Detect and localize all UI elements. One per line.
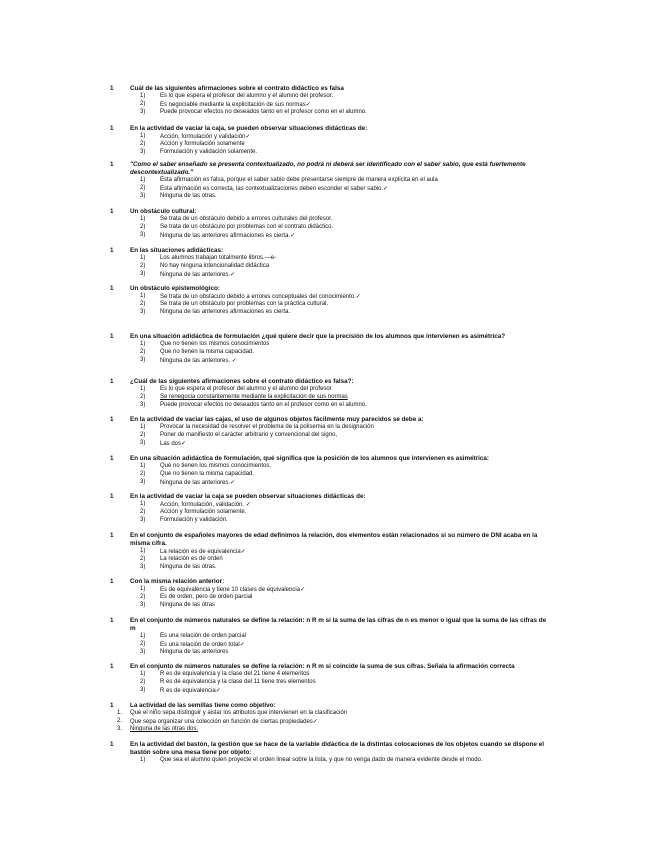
question-text: Cuál de las siguientes afirmaciones sobre el contrato didáctico es falsa bbox=[130, 85, 344, 92]
answer-option: 2) Se trata de un obstáculo por problemas con la práctica cultural. bbox=[140, 301, 329, 307]
question-text: En el conjunto de números naturales se define la relación: n R m si la suma de las cifras de n es menor o igual que la suma de las cifras de m bbox=[130, 617, 547, 632]
answer-option: 1) Esta afirmación es falsa, porque el saber sabio debe presentarse siempre de manera explícita en el aula bbox=[140, 177, 438, 183]
question-number: 1 bbox=[110, 378, 114, 385]
answer-option: 3) Las dos✓ bbox=[140, 440, 187, 447]
answer-option: 3) Ninguna de las otras bbox=[140, 602, 216, 608]
answer-option: 2) Esta afirmación es correcta, las contextualizaciones deben esconder el saber sabio.✓ bbox=[140, 185, 389, 192]
answer-option: 3) Formulación y validación solamente. bbox=[140, 149, 258, 155]
question-text: En el conjunto de españoles mayores de edad definimos la relación, dos elementos están relacionados si su número de DNI acaba en la misma cifra. bbox=[130, 532, 538, 547]
question-text: Un obstáculo cultural: bbox=[130, 208, 197, 215]
answer-option: 3) Ninguna de las anteriores bbox=[140, 649, 229, 655]
question-text: En la actividad de vaciar las cajas, el uso de algunos objetos fácilmente muy parecidos se debe a: bbox=[130, 416, 424, 423]
question-number: 1 bbox=[110, 247, 114, 254]
question-text: En las situaciones adidácticas: bbox=[130, 247, 224, 254]
answer-option: 3) Ninguna de las anteriores afirmaciones es cierta. bbox=[140, 309, 291, 315]
answer-option: 3) Ninguna de las anteriores afirmaciones es cierta.✓ bbox=[140, 232, 296, 239]
answer-option: 2) Acción y formulación solamente bbox=[140, 141, 245, 147]
question-number: 1 bbox=[110, 741, 114, 748]
answer-option: 1. Que el niño sepa distinguir y aislar los atributos que intervienen en la clasificación bbox=[117, 710, 348, 716]
answer-option: 1) Acción, formulación y validación✓ bbox=[140, 133, 251, 140]
answer-option: 3. Ninguna de las otras dos. bbox=[117, 726, 199, 732]
answer-option: 2) Acción y formulación solamente. bbox=[140, 509, 247, 515]
answer-option: 3) Ninguna de las anteriores.✓ bbox=[140, 479, 236, 486]
question-number: 1 bbox=[110, 208, 114, 215]
answer-option: 1) Es lo que espera el profesor del alumno y el alumno del profesor bbox=[140, 386, 332, 392]
answer-option: 3) Puede provocar efectos no deseados tanto en el profesor como en el alumno. bbox=[140, 109, 367, 115]
answer-option: 2) Es de orden, pero de orden parcial bbox=[140, 594, 253, 600]
answer-option: 1) Es lo que espera el profesor del alumno y el alumno del profesor. bbox=[140, 93, 334, 99]
answer-option: 3) Ninguna de las otras. bbox=[140, 193, 217, 199]
question-number: 1 bbox=[110, 663, 114, 670]
answer-option: 1) Es de equivalencia y tiene 10 clases de equivalencia✓ bbox=[140, 586, 306, 593]
question-number: 1 bbox=[110, 493, 114, 500]
question-number: 1 bbox=[110, 85, 114, 92]
answer-option: 3) Ninguna de las anteriores.✓ bbox=[140, 271, 236, 278]
question-text: La actividad de las semillas tiene como objetivo: bbox=[130, 702, 276, 709]
question-text: Con la misma relación anterior: bbox=[130, 578, 225, 585]
question-text: En el conjunto de números naturales se define la relación: n R m si coincide la suma de sus cifras. Señala la afirmación correcta bbox=[130, 663, 515, 670]
answer-option: 3) Ninguna de las otras. bbox=[140, 564, 217, 570]
answer-option: 1) Los alumnos trabajan totalmente libros.—e- bbox=[140, 255, 277, 261]
question-text: Un obstáculo epistemológico: bbox=[130, 285, 220, 292]
answer-option: 2) Que no tienen la misma capacidad. bbox=[140, 471, 255, 477]
question-number: 1 bbox=[110, 702, 114, 709]
question-number: 1 bbox=[110, 333, 114, 340]
answer-option: 2) Poner de manifiesto el carácter arbitrario y convencional del signo, bbox=[140, 432, 338, 438]
question-number: 1 bbox=[110, 125, 114, 132]
answer-option: 3) Formulación y validación. bbox=[140, 517, 228, 523]
question-text: ¿Cuál de las siguientes afirmaciones sobre el contrato didáctico es falsa?: bbox=[130, 378, 354, 385]
question-number: 1 bbox=[110, 161, 114, 168]
question-number: 1 bbox=[110, 578, 114, 585]
answer-option: 3) Ninguna de las anteriores. ✓ bbox=[140, 357, 237, 364]
answer-option: 2) Se renegocia constantemente mediante la explicitación de sus normas bbox=[140, 394, 348, 400]
answer-option: 2) La relación es de orden bbox=[140, 556, 223, 562]
question-text: "Como el saber enseñado se presenta contextualizado, no podrá ni deberá ser identificado con el saber sabio, que está fuertemente descontextualizado." bbox=[130, 161, 526, 176]
question-number: 1 bbox=[110, 455, 114, 462]
answer-option: 2) R es de equivalencia y la clase del 11 tiene tres elementos bbox=[140, 679, 316, 685]
answer-option: 3) Puede provocar efectos no deseados tanto en el profesor como en el alumno. bbox=[140, 402, 367, 408]
answer-option: 2) Es negociable mediante la explicitación de sus normas✓ bbox=[140, 101, 311, 108]
question-text: En la actividad de vaciar la caja, se pueden observar situaciones didácticas de: bbox=[130, 125, 368, 132]
answer-option: 1) Que no tienen los mismos conocimientos bbox=[140, 341, 270, 347]
answer-option: 2) Que no tienen la misma capacidad. bbox=[140, 349, 255, 355]
answer-option: 3) R es de equivalencia✓ bbox=[140, 687, 221, 694]
question-text: En la actividad de vaciar la caja se pueden observar situaciones didácticas de: bbox=[130, 493, 366, 500]
answer-option: 1) La relación es de equivalencia✓ bbox=[140, 548, 246, 555]
answer-option: 1) Acción, formulación, validación. ✓ bbox=[140, 501, 251, 508]
question-number: 1 bbox=[110, 416, 114, 423]
answer-option: 1) R es de equivalencia y la clase del 21 tiene 4 elementos bbox=[140, 671, 310, 677]
answer-option: 1) Que sea el alumno quien proyecte el orden lineal sobre la lista, y que no venga dado de manera evidente desde el modo. bbox=[140, 757, 483, 763]
answer-option: 2) Se trata de un obstáculo por problemas con el contrato didáctico. bbox=[140, 224, 334, 230]
answer-option: 2) No hay ninguna intencionalidad didáctica bbox=[140, 263, 270, 269]
answer-option: 1) Es una relación de orden parcial bbox=[140, 633, 247, 639]
question-number: 1 bbox=[110, 285, 114, 292]
answer-option: 1) Que no tienen los mismos conocimientos. bbox=[140, 463, 272, 469]
answer-option: 2. Que sepa organizar una colección en función de ciertas propiedades✓ bbox=[117, 718, 318, 725]
question-text: En la actividad del bastón, la gestión que se hace de la variable didáctica de la distintas colocaciones de los objetos cuando se dispone el bastón sobre una mesa tiene por objeto: bbox=[130, 741, 544, 756]
question-text: En una situación adidáctica de formulación, qué significa que la posición de los alumnos que intervienen es asimétrica: bbox=[130, 455, 490, 462]
question-text: En una situación adidáctica de formulación ¿qué quiere decir que la precisión de los alumnos que intervienen es asimétrica? bbox=[130, 333, 506, 340]
question-number: 1 bbox=[110, 532, 114, 539]
answer-option: 1) Provocar la necesidad de resolver el problema de la polisemia en la designación bbox=[140, 424, 374, 430]
answer-option: 1) Se trata de un obstáculo debido a errores culturales del profesor. bbox=[140, 216, 333, 222]
answer-option: 2) Es una relación de orden total✓ bbox=[140, 641, 245, 648]
question-number: 1 bbox=[110, 617, 114, 624]
answer-option: 1) Se trata de un obstáculo debido a errores conceptuales del conocimiento.✓ bbox=[140, 293, 361, 300]
